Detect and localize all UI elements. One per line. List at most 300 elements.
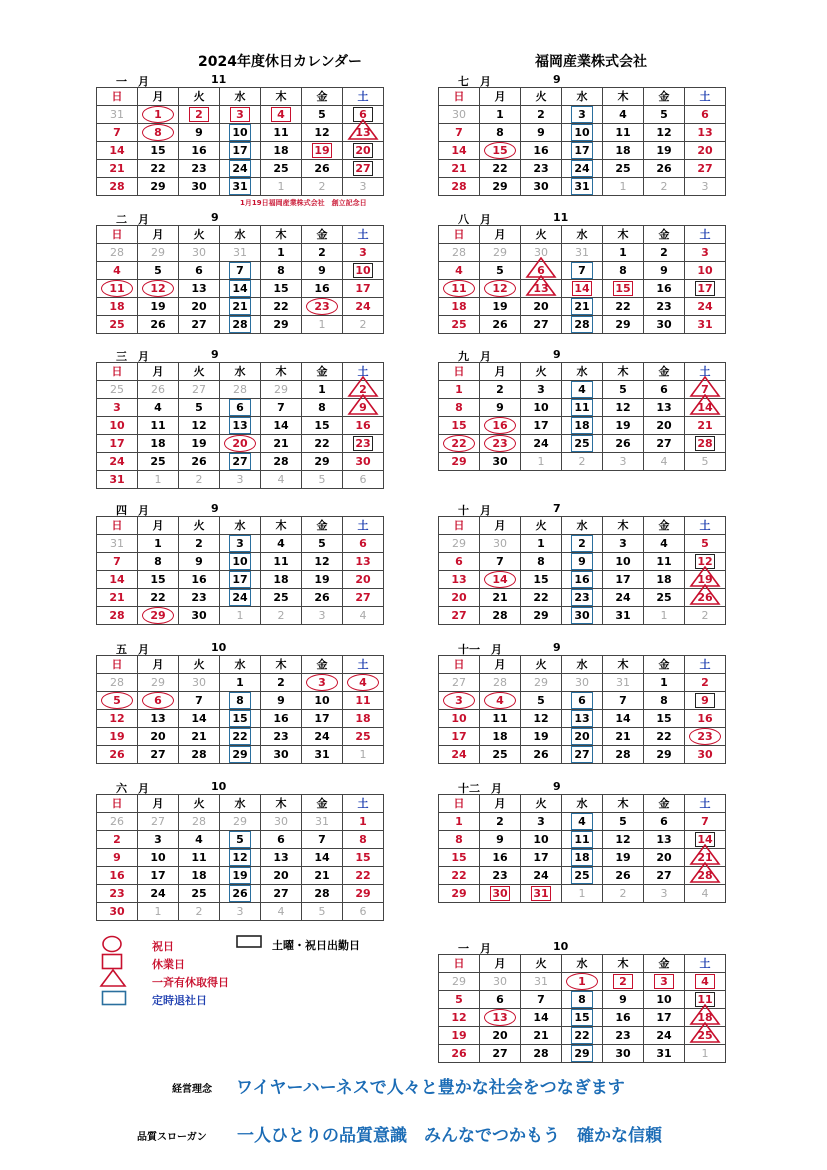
- day-number: 7: [701, 815, 709, 828]
- day-cell: [220, 867, 261, 885]
- day-cell: [685, 417, 726, 435]
- day-cell: [521, 813, 562, 831]
- weekday-header: 土: [343, 656, 384, 674]
- day-cell: [562, 262, 603, 280]
- day-number: 12: [492, 282, 508, 295]
- day-number: 2: [619, 887, 627, 900]
- day-number: 15: [656, 712, 672, 725]
- day-number: 10: [533, 401, 549, 414]
- day-number: 25: [697, 1029, 713, 1042]
- day-number: 12: [191, 419, 207, 432]
- day-cell: [138, 553, 179, 571]
- day-number: 28: [109, 609, 125, 622]
- day-number: 26: [656, 162, 672, 175]
- day-cell: [220, 298, 261, 316]
- day-number: 1: [154, 905, 162, 918]
- day-cell: [685, 453, 726, 471]
- day-cell: [138, 571, 179, 589]
- day-number: 11: [492, 712, 508, 725]
- day-number: 18: [697, 1011, 713, 1024]
- day-cell: [562, 692, 603, 710]
- weekday-header: 土: [343, 795, 384, 813]
- day-cell: [644, 142, 685, 160]
- day-number: 22: [574, 1029, 590, 1042]
- day-number: 4: [154, 401, 162, 414]
- day-cell: [685, 160, 726, 178]
- day-cell: [644, 589, 685, 607]
- day-cell: [603, 435, 644, 453]
- day-number: 2: [359, 318, 367, 331]
- weekday-header: 木: [603, 363, 644, 381]
- day-number: 10: [574, 126, 590, 139]
- day-cell: [261, 849, 302, 867]
- day-cell: [480, 106, 521, 124]
- day-cell: [644, 674, 685, 692]
- day-cell: [261, 813, 302, 831]
- day-number: 14: [697, 833, 713, 846]
- day-cell: [644, 280, 685, 298]
- day-number: 2: [318, 246, 326, 259]
- day-cell: [220, 435, 261, 453]
- weekday-header: 月: [480, 795, 521, 813]
- weekday-header: 日: [439, 363, 480, 381]
- day-number: 3: [619, 537, 627, 550]
- day-cell: [302, 142, 343, 160]
- day-cell: [179, 142, 220, 160]
- day-number: 5: [701, 537, 709, 550]
- day-number: 30: [493, 975, 507, 988]
- month-name: 十 月: [458, 504, 491, 517]
- week-row: [97, 106, 384, 124]
- week-row: [439, 746, 726, 764]
- day-number: 15: [150, 144, 166, 157]
- day-cell: [302, 728, 343, 746]
- day-number: 23: [492, 869, 508, 882]
- day-cell: [343, 417, 384, 435]
- month-table: [96, 362, 384, 489]
- day-cell: [97, 535, 138, 553]
- week-row: [439, 710, 726, 728]
- day-cell: [261, 746, 302, 764]
- day-cell: [179, 746, 220, 764]
- day-number: 17: [697, 282, 713, 295]
- day-number: 27: [574, 748, 590, 761]
- day-cell: [480, 453, 521, 471]
- day-number: 20: [697, 144, 713, 157]
- day-number: 2: [578, 537, 586, 550]
- day-number: 20: [492, 1029, 508, 1042]
- day-number: 21: [109, 162, 125, 175]
- month-table: [96, 87, 384, 196]
- day-cell: [521, 244, 562, 262]
- day-number: 9: [537, 126, 545, 139]
- day-number: 30: [274, 815, 288, 828]
- day-cell: [179, 106, 220, 124]
- week-row: [439, 607, 726, 625]
- day-cell: [480, 124, 521, 142]
- day-number: 4: [359, 676, 367, 689]
- day-number: 25: [110, 383, 124, 396]
- day-number: 24: [232, 162, 248, 175]
- day-cell: [480, 831, 521, 849]
- day-number: 21: [314, 869, 330, 882]
- day-cell: [480, 710, 521, 728]
- day-cell: [562, 831, 603, 849]
- weekday-header: 水: [562, 517, 603, 535]
- day-cell: [685, 1045, 726, 1063]
- day-cell: [343, 849, 384, 867]
- weekday-header: 水: [562, 795, 603, 813]
- day-number: 2: [195, 537, 203, 550]
- day-cell: [603, 589, 644, 607]
- day-cell: [439, 674, 480, 692]
- day-cell: [603, 280, 644, 298]
- month-name: 一 月: [458, 942, 491, 955]
- day-cell: [562, 106, 603, 124]
- day-number: 9: [496, 833, 504, 846]
- day-number: 4: [701, 975, 709, 988]
- day-cell: [138, 589, 179, 607]
- day-number: 1: [455, 815, 463, 828]
- day-number: 31: [314, 748, 330, 761]
- day-cell: [439, 106, 480, 124]
- day-cell: [644, 178, 685, 196]
- weekday-header: 木: [603, 955, 644, 973]
- weekday-header-row: [439, 363, 726, 381]
- day-number: 1: [455, 383, 463, 396]
- day-cell: [603, 831, 644, 849]
- day-cell: [480, 728, 521, 746]
- day-cell: [603, 849, 644, 867]
- week-row: [439, 178, 726, 196]
- day-cell: [521, 262, 562, 280]
- day-number: 1: [537, 455, 545, 468]
- day-number: 30: [493, 537, 507, 550]
- day-cell: [261, 692, 302, 710]
- week-row: [439, 1009, 726, 1027]
- day-cell: [521, 417, 562, 435]
- day-number: 17: [314, 712, 330, 725]
- weekday-header: 水: [562, 955, 603, 973]
- week-row: [97, 316, 384, 334]
- day-number: 26: [151, 383, 165, 396]
- day-number: 31: [110, 108, 124, 121]
- day-cell: [644, 244, 685, 262]
- weekday-header: 月: [480, 955, 521, 973]
- day-cell: [220, 262, 261, 280]
- weekday-header: 木: [603, 88, 644, 106]
- day-cell: [644, 710, 685, 728]
- day-number: 10: [232, 555, 248, 568]
- day-cell: [97, 692, 138, 710]
- day-number: 12: [150, 282, 166, 295]
- day-number: 13: [574, 712, 590, 725]
- day-number: 6: [277, 833, 285, 846]
- day-cell: [343, 399, 384, 417]
- day-number: 16: [492, 851, 508, 864]
- day-number: 14: [273, 419, 289, 432]
- day-number: 3: [113, 401, 121, 414]
- day-cell: [685, 435, 726, 453]
- day-number: 6: [154, 694, 162, 707]
- day-number: 6: [496, 993, 504, 1006]
- day-number: 17: [232, 144, 248, 157]
- day-number: 9: [318, 264, 326, 277]
- day-number: 19: [232, 869, 248, 882]
- day-cell: [644, 746, 685, 764]
- weekday-header: 火: [521, 226, 562, 244]
- day-cell: [685, 571, 726, 589]
- day-cell: [138, 417, 179, 435]
- weekday-header: 日: [97, 226, 138, 244]
- day-number: 3: [537, 383, 545, 396]
- day-cell: [261, 453, 302, 471]
- day-cell: [138, 903, 179, 921]
- day-cell: [603, 453, 644, 471]
- day-number: 5: [113, 694, 121, 707]
- weekday-header: 月: [138, 226, 179, 244]
- day-cell: [261, 885, 302, 903]
- week-row: [97, 710, 384, 728]
- day-cell: [480, 1009, 521, 1027]
- day-cell: [220, 674, 261, 692]
- day-cell: [562, 746, 603, 764]
- day-number: 28: [109, 180, 125, 193]
- day-cell: [521, 435, 562, 453]
- day-number: 29: [452, 537, 466, 550]
- day-number: 11: [191, 851, 207, 864]
- day-cell: [261, 280, 302, 298]
- day-number: 4: [113, 264, 121, 277]
- day-number: 18: [451, 300, 467, 313]
- day-number: 5: [318, 473, 326, 486]
- day-cell: [685, 710, 726, 728]
- day-number: 9: [701, 694, 709, 707]
- day-cell: [343, 471, 384, 489]
- day-cell: [220, 160, 261, 178]
- company-name: 福岡産業株式会社: [535, 54, 647, 70]
- day-cell: [179, 381, 220, 399]
- day-number: 5: [619, 383, 627, 396]
- day-number: 2: [318, 180, 326, 193]
- day-cell: [685, 1009, 726, 1027]
- weekday-header: 土: [343, 226, 384, 244]
- day-number: 28: [191, 748, 207, 761]
- day-cell: [138, 124, 179, 142]
- day-cell: [343, 571, 384, 589]
- day-cell: [562, 316, 603, 334]
- week-row: [97, 280, 384, 298]
- day-cell: [220, 142, 261, 160]
- day-cell: [603, 710, 644, 728]
- day-cell: [603, 973, 644, 991]
- day-number: 7: [578, 264, 586, 277]
- day-cell: [220, 831, 261, 849]
- week-row: [439, 535, 726, 553]
- day-number: 27: [656, 869, 672, 882]
- day-number: 11: [697, 993, 713, 1006]
- day-cell: [480, 381, 521, 399]
- day-number: 6: [195, 264, 203, 277]
- day-cell: [220, 813, 261, 831]
- day-number: 26: [451, 1047, 467, 1060]
- day-cell: [439, 831, 480, 849]
- day-cell: [644, 867, 685, 885]
- day-number: 31: [656, 1047, 672, 1060]
- day-cell: [179, 831, 220, 849]
- day-number: 16: [109, 869, 125, 882]
- legend-paid-leave: 一斉有休取得日: [152, 976, 229, 989]
- day-number: 30: [192, 676, 206, 689]
- day-number: 28: [192, 815, 206, 828]
- month-holiday-count: 9: [211, 211, 219, 224]
- day-number: 27: [191, 318, 207, 331]
- weekday-header: 金: [302, 795, 343, 813]
- day-cell: [480, 417, 521, 435]
- day-number: 26: [615, 437, 631, 450]
- day-cell: [179, 316, 220, 334]
- day-cell: [220, 471, 261, 489]
- day-number: 25: [574, 437, 590, 450]
- weekday-header: 火: [521, 88, 562, 106]
- day-cell: [685, 280, 726, 298]
- day-number: 20: [355, 573, 371, 586]
- day-cell: [179, 885, 220, 903]
- day-number: 9: [113, 851, 121, 864]
- day-number: 15: [273, 282, 289, 295]
- day-cell: [343, 280, 384, 298]
- day-cell: [261, 903, 302, 921]
- day-number: 2: [660, 180, 668, 193]
- day-number: 18: [273, 573, 289, 586]
- month-holiday-count: 9: [553, 348, 561, 361]
- day-number: 11: [656, 555, 672, 568]
- day-cell: [179, 692, 220, 710]
- day-cell: [562, 813, 603, 831]
- day-cell: [302, 746, 343, 764]
- day-number: 8: [619, 264, 627, 277]
- day-number: 8: [154, 126, 162, 139]
- day-cell: [685, 991, 726, 1009]
- weekday-header: 金: [302, 363, 343, 381]
- weekday-header-row: [439, 955, 726, 973]
- weekday-header: 木: [603, 226, 644, 244]
- day-cell: [603, 867, 644, 885]
- day-cell: [220, 746, 261, 764]
- day-cell: [97, 571, 138, 589]
- day-cell: [644, 1045, 685, 1063]
- day-number: 12: [109, 712, 125, 725]
- day-number: 3: [359, 180, 367, 193]
- weekday-header: 日: [439, 226, 480, 244]
- day-cell: [138, 298, 179, 316]
- day-number: 19: [533, 730, 549, 743]
- day-number: 29: [273, 318, 289, 331]
- day-number: 29: [493, 246, 507, 259]
- day-number: 4: [277, 108, 285, 121]
- week-row: [439, 991, 726, 1009]
- day-number: 1: [578, 887, 586, 900]
- day-number: 18: [492, 730, 508, 743]
- day-number: 14: [451, 144, 467, 157]
- day-number: 31: [615, 609, 631, 622]
- day-number: 1: [496, 108, 504, 121]
- day-number: 19: [615, 851, 631, 864]
- day-cell: [138, 453, 179, 471]
- weekday-header: 火: [179, 226, 220, 244]
- day-cell: [685, 178, 726, 196]
- day-cell: [179, 280, 220, 298]
- day-number: 14: [697, 401, 713, 414]
- day-cell: [562, 1027, 603, 1045]
- day-cell: [220, 535, 261, 553]
- weekday-header: 水: [220, 795, 261, 813]
- day-number: 17: [109, 437, 125, 450]
- day-cell: [179, 471, 220, 489]
- day-cell: [644, 160, 685, 178]
- day-number: 28: [273, 455, 289, 468]
- day-number: 30: [492, 887, 508, 900]
- day-number: 2: [537, 108, 545, 121]
- week-row: [439, 160, 726, 178]
- day-cell: [97, 298, 138, 316]
- day-cell: [562, 849, 603, 867]
- day-number: 16: [314, 282, 330, 295]
- day-cell: [685, 589, 726, 607]
- day-number: 16: [492, 419, 508, 432]
- day-cell: [562, 160, 603, 178]
- day-cell: [343, 535, 384, 553]
- day-cell: [562, 589, 603, 607]
- legend-on-time: 定時退社日: [152, 994, 207, 1007]
- day-cell: [138, 607, 179, 625]
- day-cell: [220, 553, 261, 571]
- day-cell: [97, 280, 138, 298]
- day-cell: [97, 142, 138, 160]
- week-row: [97, 553, 384, 571]
- month-table: [438, 516, 726, 625]
- day-number: 8: [236, 694, 244, 707]
- day-cell: [439, 692, 480, 710]
- day-cell: [179, 124, 220, 142]
- day-number: 15: [574, 1011, 590, 1024]
- day-number: 12: [533, 712, 549, 725]
- day-number: 21: [615, 730, 631, 743]
- day-number: 26: [697, 591, 713, 604]
- day-number: 19: [314, 573, 330, 586]
- day-number: 20: [355, 144, 371, 157]
- day-number: 13: [697, 126, 713, 139]
- day-number: 1: [236, 676, 244, 689]
- month-table: [438, 87, 726, 196]
- day-number: 18: [574, 419, 590, 432]
- week-row: [97, 728, 384, 746]
- day-number: 10: [232, 126, 248, 139]
- day-number: 22: [615, 300, 631, 313]
- day-number: 3: [236, 473, 244, 486]
- day-number: 17: [574, 144, 590, 157]
- day-cell: [439, 607, 480, 625]
- weekday-header: 木: [603, 656, 644, 674]
- week-row: [97, 142, 384, 160]
- day-cell: [302, 589, 343, 607]
- day-cell: [480, 991, 521, 1009]
- day-number: 2: [195, 905, 203, 918]
- week-row: [439, 142, 726, 160]
- day-number: 6: [701, 108, 709, 121]
- day-number: 11: [150, 419, 166, 432]
- day-number: 14: [109, 573, 125, 586]
